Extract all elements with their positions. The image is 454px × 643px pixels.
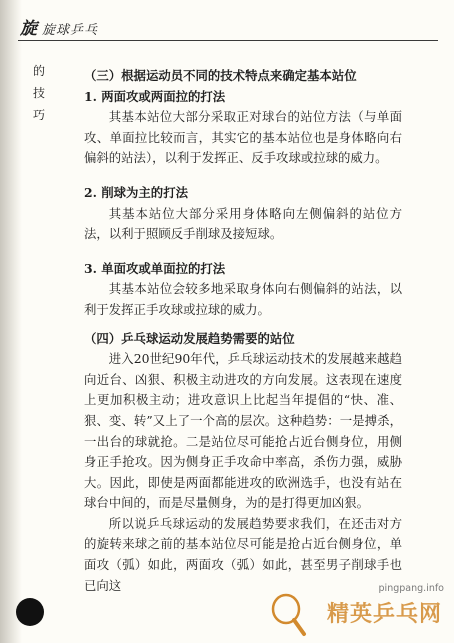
page-spine-shadow bbox=[0, 0, 22, 643]
subsection-heading: 3. 单面攻或单面拉的打法 bbox=[84, 260, 226, 276]
side-label-char: 巧 bbox=[32, 108, 45, 122]
subsection-heading: 1. 两面攻或两面拉的打法 bbox=[84, 88, 226, 104]
running-header bbox=[18, 10, 438, 41]
paragraph: 其基本站位大部分采取正对球台的站位方法（与单面攻、单面拉比较而言，其实它的基本站位也是身体略向右偏斜的站法），以利于发挥正、反手攻球或拉球的威力。 bbox=[84, 109, 402, 166]
side-label bbox=[30, 60, 48, 126]
header-title: 旋球乒乓 bbox=[42, 23, 99, 38]
subsection-heading: 2. 削球为主的打法 bbox=[84, 184, 188, 200]
section-heading: （三）根据运动员不同的技术特点来确定基本站位 bbox=[84, 68, 357, 83]
watermark-text: 精英乒乓网 bbox=[326, 602, 442, 627]
paragraph: 其基本站位大部分采用身体略向左侧偏斜的站位方法，以利于照顾反手削球及接短球。 bbox=[84, 205, 402, 242]
page-number-badge bbox=[16, 598, 44, 626]
paragraph: 其基本站位会较多地采取身体向右侧偏斜的站法，以利于发挥正手攻球或拉球的威力。 bbox=[84, 281, 402, 317]
side-label-char: 的 bbox=[32, 64, 45, 78]
racket-icon bbox=[270, 593, 308, 637]
page-content bbox=[84, 66, 402, 596]
section-heading: （四）乒乓球运动发展趋势需要的站位 bbox=[84, 330, 295, 346]
header-logo: 旋 bbox=[20, 19, 37, 39]
site-watermark bbox=[266, 583, 446, 637]
paragraph: 所以说乒乓球运动的发展趋势要求我们，在还击对方的旋转来球之前的基本站位尽可能是抢占近台侧身位，单面攻（弧）如此，两面攻（弧）如此，甚至男子削球手也已向这 bbox=[84, 515, 402, 593]
paragraph: 进入20世纪90年代，乒乓球运动技术的发展越来越趋向近台、凶狠、积极主动进攻的方向发展。这表现在速度上更加积极主动；进攻意识上比起当年提倡的“快、准、狠、变、转”又上了一个高的层次。这种趋势：一是搏杀，一出台的球就抢。二是站位尽可能抢占近台侧身位，用侧身正手抢攻。因为侧身正手攻命中率高，杀伤力强，威胁大。因此，即使是两面都能进攻的欧洲选手，也没有站在球台中间的，而是尽量侧身，为的是打得更加凶狠。 bbox=[84, 351, 402, 511]
watermark-url: pingpang.info bbox=[378, 583, 444, 594]
side-label-char: 技 bbox=[32, 86, 45, 100]
